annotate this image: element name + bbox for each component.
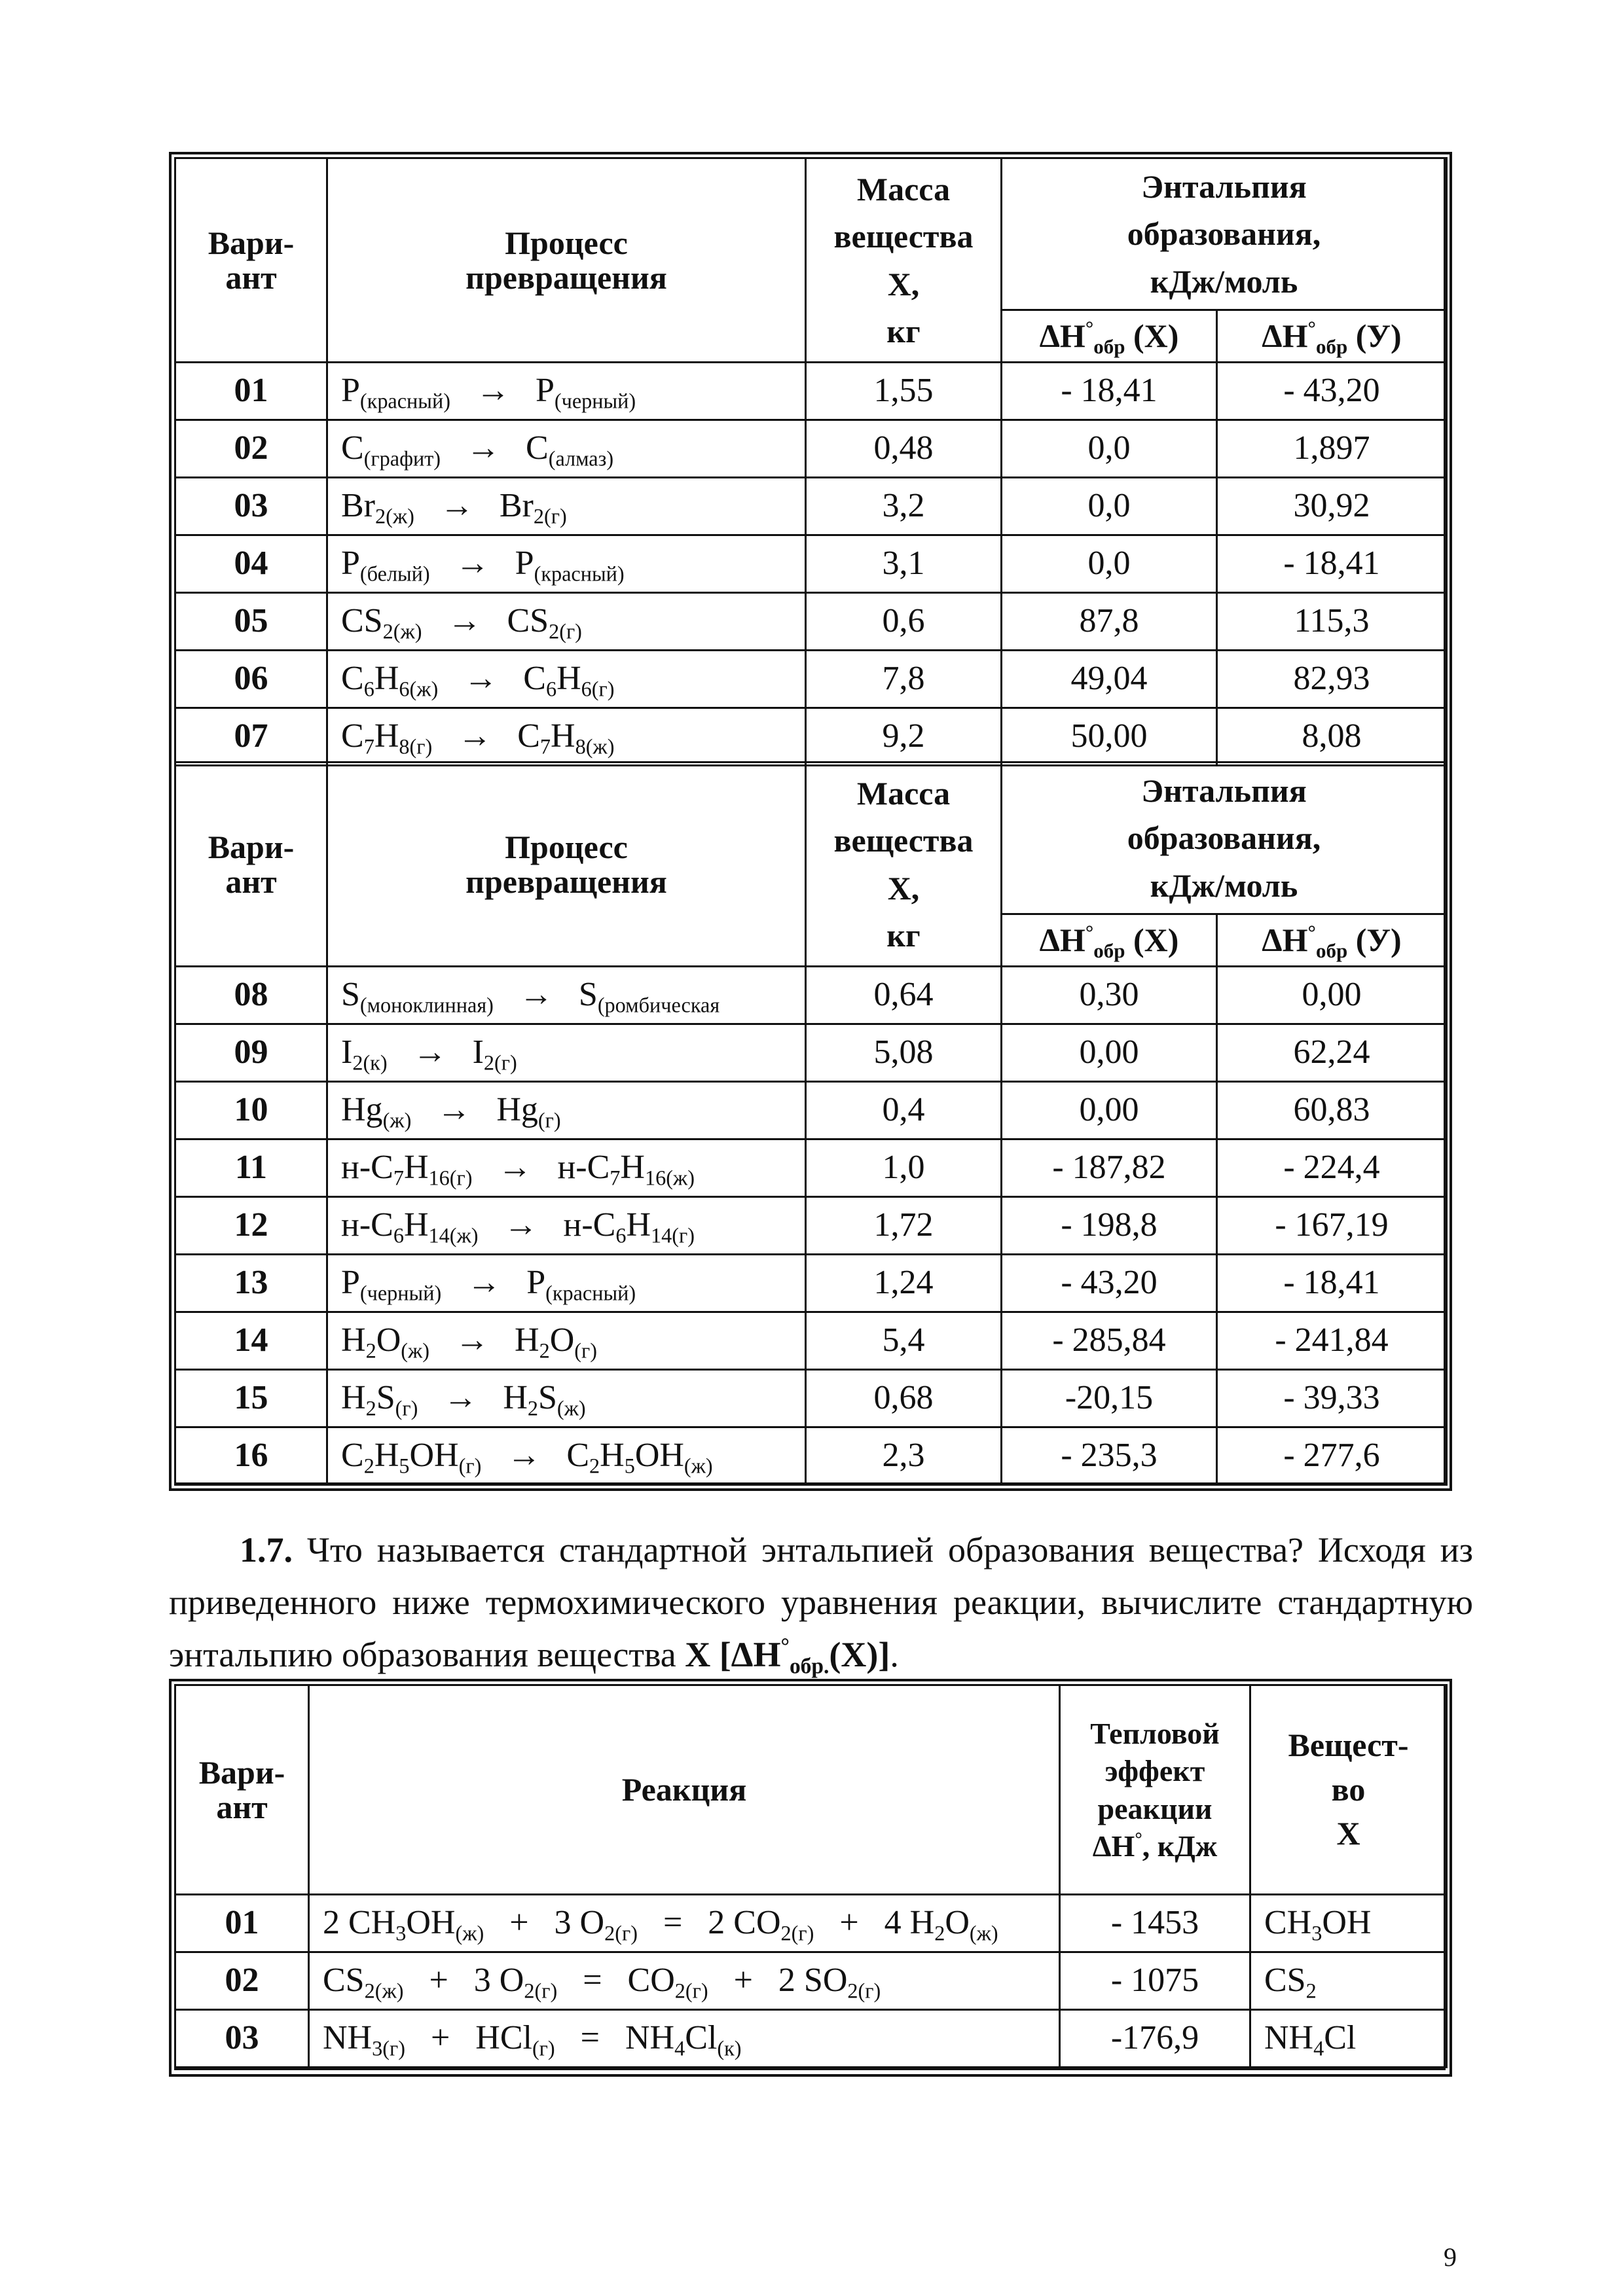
reaction-cell: $CS_{2(ж)} + 3$ $O_{2(г)} = CO_{2(г)} + 2$ $SO_{2(г)}$ <box>309 1952 1060 2010</box>
enthalpy-table-part-2 <box>174 761 1448 1486</box>
dh-y-cell: 30,92 <box>1217 478 1447 535</box>
variant-cell: 10 <box>175 1082 327 1139</box>
table-row <box>175 1139 1447 1197</box>
mass-cell: 0,6 <box>806 593 1002 651</box>
variant-cell: 03 <box>175 478 327 535</box>
variant-cell: 04 <box>175 535 327 593</box>
dh-x-cell: - 285,84 <box>1002 1312 1217 1370</box>
mass-cell: 2,3 <box>806 1427 1002 1485</box>
section-text: Что называется стандартной энтальпией образования вещества? Исходя из приведенного ниже термохимического уравнения реакции, вычислите стандартную энтальпию образования вещества X $[\Delta H^\circ_{обр.}(X)]$. <box>169 1530 1473 1679</box>
header-mass: Масса вещества X, кг <box>806 762 1002 967</box>
process-cell: $C_{(графит)} \to C_{(алмаз)}$ <box>327 420 806 478</box>
dh-y-cell: 8,08 <box>1217 708 1447 766</box>
table-row <box>175 478 1447 535</box>
mass-cell: 1,24 <box>806 1255 1002 1312</box>
process-cell: $P_{(черный)} \to P_{(красный)}$ <box>327 1255 806 1312</box>
mass-cell: 0,64 <box>806 967 1002 1024</box>
process-cell: $P_{(красный)} \to P_{(черный)}$ <box>327 363 806 420</box>
variant-cell: 07 <box>175 708 327 766</box>
heat-cell: - 1075 <box>1060 1952 1250 2010</box>
mass-cell: 3,2 <box>806 478 1002 535</box>
process-cell: $C_7H_{8(г)} \to C_7H_{8(ж)}$ <box>327 708 806 766</box>
header-dh-x: $\Delta H^\circ_{обр}$ (X) <box>1002 914 1217 967</box>
dh-x-cell: 0,00 <box>1002 1024 1217 1082</box>
header-dh-y: $\Delta H^\circ_{обр}$ (У) <box>1217 310 1447 363</box>
process-cell: $H_2O_{(ж)} \to H_2O_{(г)}$ <box>327 1312 806 1370</box>
table-row <box>175 535 1447 593</box>
section-number: 1.7. <box>240 1530 293 1570</box>
dh-y-cell: - 18,41 <box>1217 535 1447 593</box>
dh-x-cell: - 187,82 <box>1002 1139 1217 1197</box>
mass-cell: 1,55 <box>806 363 1002 420</box>
dh-x-cell: -20,15 <box>1002 1370 1217 1427</box>
page-number: 9 <box>1444 2242 1457 2272</box>
table-row <box>175 363 1447 420</box>
header-variant: Вари- ант <box>175 158 327 363</box>
table-row <box>175 651 1447 708</box>
header-dh-x: $\Delta H^\circ_{обр}$ (X) <box>1002 310 1217 363</box>
process-cell: $Hg_{(ж)} \to Hg_{(г)}$ <box>327 1082 806 1139</box>
process-cell: $C_2H_5OH_{(г)} \to C_2H_5OH_{(ж)}$ <box>327 1427 806 1485</box>
dh-x-cell: 0,00 <box>1002 1082 1217 1139</box>
table-row <box>175 420 1447 478</box>
dh-y-cell: 0,00 <box>1217 967 1447 1024</box>
header-process: Процесс превращения <box>327 158 806 363</box>
dh-y-cell: - 43,20 <box>1217 363 1447 420</box>
process-cell: $CS_{2(ж)} \to CS_{2(г)}$ <box>327 593 806 651</box>
variant-cell: 16 <box>175 1427 327 1485</box>
section-1-7 <box>169 1524 1473 1681</box>
mass-cell: 1,72 <box>806 1197 1002 1255</box>
mass-cell: 1,0 <box>806 1139 1002 1197</box>
dh-x-cell: 50,00 <box>1002 708 1217 766</box>
variant-cell: 15 <box>175 1370 327 1427</box>
dh-x-cell: 0,30 <box>1002 967 1217 1024</box>
enthalpy-table-part-1 <box>174 157 1448 766</box>
mass-cell: 0,48 <box>806 420 1002 478</box>
mass-cell: 3,1 <box>806 535 1002 593</box>
dh-x-cell: 87,8 <box>1002 593 1217 651</box>
dh-x-cell: 49,04 <box>1002 651 1217 708</box>
dh-y-cell: - 277,6 <box>1217 1427 1447 1485</box>
variant-cell: 06 <box>175 651 327 708</box>
table-row <box>175 1024 1447 1082</box>
mass-cell: 0,4 <box>806 1082 1002 1139</box>
table-row <box>175 1370 1447 1427</box>
table-row <box>175 1312 1447 1370</box>
dh-y-cell: - 39,33 <box>1217 1370 1447 1427</box>
substance-cell: $CS_2$ <box>1250 1952 1447 2010</box>
dh-x-cell: - 18,41 <box>1002 363 1217 420</box>
table-row <box>175 708 1447 766</box>
table-row <box>175 1082 1447 1139</box>
mass-cell: 5,4 <box>806 1312 1002 1370</box>
process-cell: $Br_{2(ж)} \to Br_{2(г)}$ <box>327 478 806 535</box>
dh-y-cell: 82,93 <box>1217 651 1447 708</box>
mass-cell: 7,8 <box>806 651 1002 708</box>
reaction-table <box>174 1684 1448 2068</box>
table-row <box>175 1197 1447 1255</box>
substance-cell: $NH_4Cl$ <box>1250 2010 1447 2068</box>
table-row <box>175 1952 1447 2010</box>
mass-cell: 5,08 <box>806 1024 1002 1082</box>
dh-y-cell: 115,3 <box>1217 593 1447 651</box>
header-enthalpy: Энтальпия образования, кДж/моль <box>1002 762 1447 914</box>
heat-cell: -176,9 <box>1060 2010 1250 2068</box>
variant-cell: 12 <box>175 1197 327 1255</box>
header-substance: Вещест- во X <box>1250 1685 1447 1895</box>
dh-x-cell: 0,0 <box>1002 478 1217 535</box>
table-row <box>175 967 1447 1024</box>
variant-cell: 14 <box>175 1312 327 1370</box>
variant-cell: 02 <box>175 420 327 478</box>
dh-y-cell: 1,897 <box>1217 420 1447 478</box>
dh-y-cell: 60,83 <box>1217 1082 1447 1139</box>
table-row <box>175 2010 1447 2068</box>
variant-cell: 02 <box>175 1952 309 2010</box>
table-row <box>175 1427 1447 1485</box>
header-enthalpy: Энтальпия образования, кДж/моль <box>1002 158 1447 310</box>
process-cell: $H_2S_{(г)} \to H_2S_{(ж)}$ <box>327 1370 806 1427</box>
header-mass: Масса вещества X, кг <box>806 158 1002 363</box>
mass-cell: 0,68 <box>806 1370 1002 1427</box>
table-row <box>175 593 1447 651</box>
dh-x-cell: - 198,8 <box>1002 1197 1217 1255</box>
variant-cell: 13 <box>175 1255 327 1312</box>
dh-x-cell: 0,0 <box>1002 535 1217 593</box>
header-heat: Тепловой эффект реакции ΔH°, кДж <box>1060 1685 1250 1895</box>
variant-cell: 08 <box>175 967 327 1024</box>
variant-cell: 01 <box>175 363 327 420</box>
header-reaction: Реакция <box>309 1685 1060 1895</box>
process-cell: $P_{(белый)} \to P_{(красный)}$ <box>327 535 806 593</box>
process-cell: $н-C_6H_{14(ж)} \to н-C_6H_{14(г)}$ <box>327 1197 806 1255</box>
dh-x-cell: 0,0 <box>1002 420 1217 478</box>
variant-cell: 09 <box>175 1024 327 1082</box>
reaction-cell: 2 $CH_3OH_{(ж)} + 3$ $O_{2(г)} = 2$ $CO_{2(г)} + 4$ $H_2O_{(ж)}$ <box>309 1895 1060 1952</box>
process-cell: $C_6H_{6(ж)} \to C_6H_{6(г)}$ <box>327 651 806 708</box>
header-variant: Вари- ант <box>175 762 327 967</box>
substance-cell: $CH_3OH$ <box>1250 1895 1447 1952</box>
process-cell: $S_{(моноклинная)} \to S_{(ромбическая}$ <box>327 967 806 1024</box>
header-process: Процесс превращения <box>327 762 806 967</box>
variant-cell: 11 <box>175 1139 327 1197</box>
dh-y-cell: - 18,41 <box>1217 1255 1447 1312</box>
mass-cell: 9,2 <box>806 708 1002 766</box>
dh-y-cell: - 167,19 <box>1217 1197 1447 1255</box>
heat-cell: - 1453 <box>1060 1895 1250 1952</box>
dh-y-cell: - 241,84 <box>1217 1312 1447 1370</box>
dh-y-cell: 62,24 <box>1217 1024 1447 1082</box>
variant-cell: 01 <box>175 1895 309 1952</box>
variant-cell: 03 <box>175 2010 309 2068</box>
table-row <box>175 1895 1447 1952</box>
dh-x-cell: - 43,20 <box>1002 1255 1217 1312</box>
dh-x-cell: - 235,3 <box>1002 1427 1217 1485</box>
process-cell: $н-C_7H_{16(г)} \to н-C_7H_{16(ж)}$ <box>327 1139 806 1197</box>
table-row <box>175 1255 1447 1312</box>
dh-y-cell: - 224,4 <box>1217 1139 1447 1197</box>
reaction-cell: $NH_{3(г)} + HCl_{(г)} = NH_4Cl_{(к)}$ <box>309 2010 1060 2068</box>
process-cell: $I_{2(к)} \to I_{2(г)}$ <box>327 1024 806 1082</box>
header-variant: Вари- ант <box>175 1685 309 1895</box>
variant-cell: 05 <box>175 593 327 651</box>
header-dh-y: $\Delta H^\circ_{обр}$ (У) <box>1217 914 1447 967</box>
